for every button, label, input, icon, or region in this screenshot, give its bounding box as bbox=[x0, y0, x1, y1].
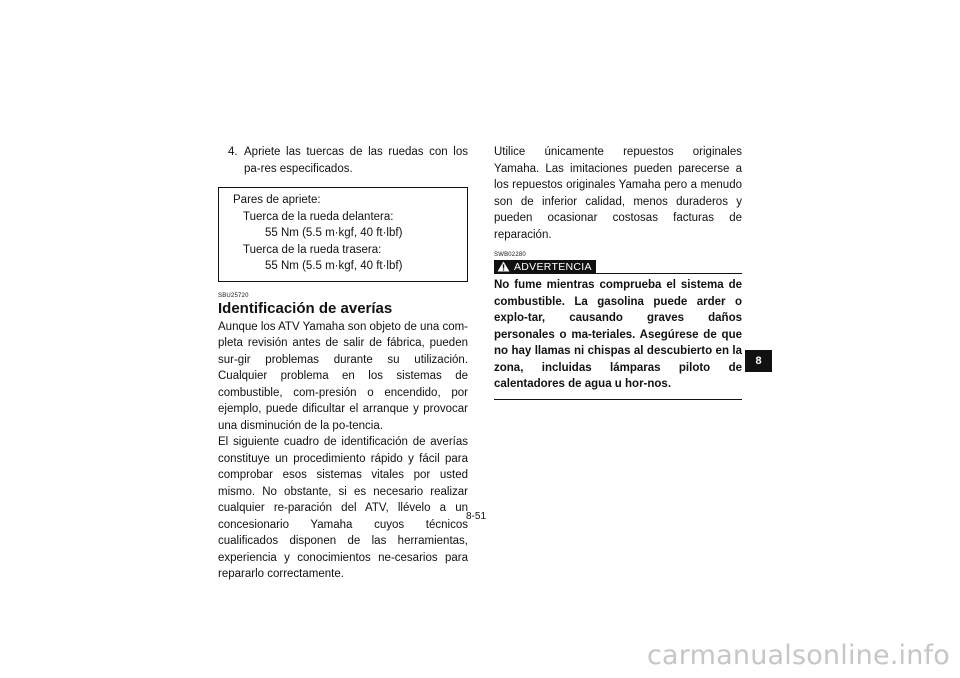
spec-front-label: Tuerca de la rueda delantera: bbox=[243, 210, 394, 223]
chapter-tab: 8 bbox=[745, 350, 772, 372]
warning-code: SWB02280 bbox=[494, 252, 526, 258]
warning-header bbox=[494, 260, 742, 274]
warning-triangle-icon bbox=[497, 261, 510, 272]
section-heading: Identificación de averías bbox=[218, 299, 393, 317]
warning-label-badge bbox=[494, 260, 596, 273]
warning-label: ADVERTENCIA bbox=[514, 260, 592, 273]
spec-title: Pares de apriete: bbox=[233, 194, 321, 206]
parts-paragraph: Utilice únicamente repuestos originales Yamaha. Las imitaciones pueden parecerse a los repuestos originales Yamaha pero a menudo son de inferior calidad, menos duraderos y pueden ocasionar costosas facturas de reparación. bbox=[494, 146, 742, 241]
left-column bbox=[218, 144, 468, 583]
warning-text: No fume mientras comprueba el sistema de combustible. La gasolina puede arder o explo-tar, causando graves daños personales o ma-teriales. Asegúrese de que no hay llamas ni chispas al descubierto en la zona, incluidas lámparas piloto de calentadores de agua u hor-nos. bbox=[494, 277, 742, 400]
section-code: SBU25720 bbox=[218, 292, 249, 299]
spec-front-value: 55 Nm (5.5 m·kgf, 40 ft·lbf) bbox=[265, 227, 403, 239]
step-item bbox=[218, 144, 468, 177]
spec-rear-label: Tuerca de la rueda trasera: bbox=[243, 243, 382, 256]
step-text: Apriete las tuercas de las ruedas con los pa-res especificados. bbox=[244, 146, 468, 175]
watermark: carmanualsonline.info bbox=[647, 640, 950, 671]
torque-spec-box bbox=[218, 187, 468, 282]
spec-rear-value: 55 Nm (5.5 m·kgf, 40 ft·lbf) bbox=[265, 260, 403, 272]
section-paragraph-2: El siguiente cuadro de identificación de averías constituye un procedimiento rápido y fácil para comprobar esos sistemas vitales por usted mismo. No obstante, si es necesario realizar cualquier re-paración del ATV, llévelo a un concesionario Yamaha cuyos técnicos cualificados disponen de las herramientas, experiencia y conocimientos ne-cesarios para repararlo correctamente. bbox=[218, 436, 468, 580]
page-number: 8-51 bbox=[466, 511, 487, 522]
section-paragraph-1: Aunque los ATV Yamaha son objeto de una com-pleta revisión antes de salir de fábrica, pueden sur-gir problemas durante su utilización. Cualquier problema en los sistemas de combustible, com-presión o encendido, por ejemplo, puede dificultar el arranque y provocar una disminución de la po-tencia. bbox=[218, 320, 468, 432]
right-column bbox=[494, 144, 742, 400]
step-number: 4. bbox=[228, 146, 238, 158]
